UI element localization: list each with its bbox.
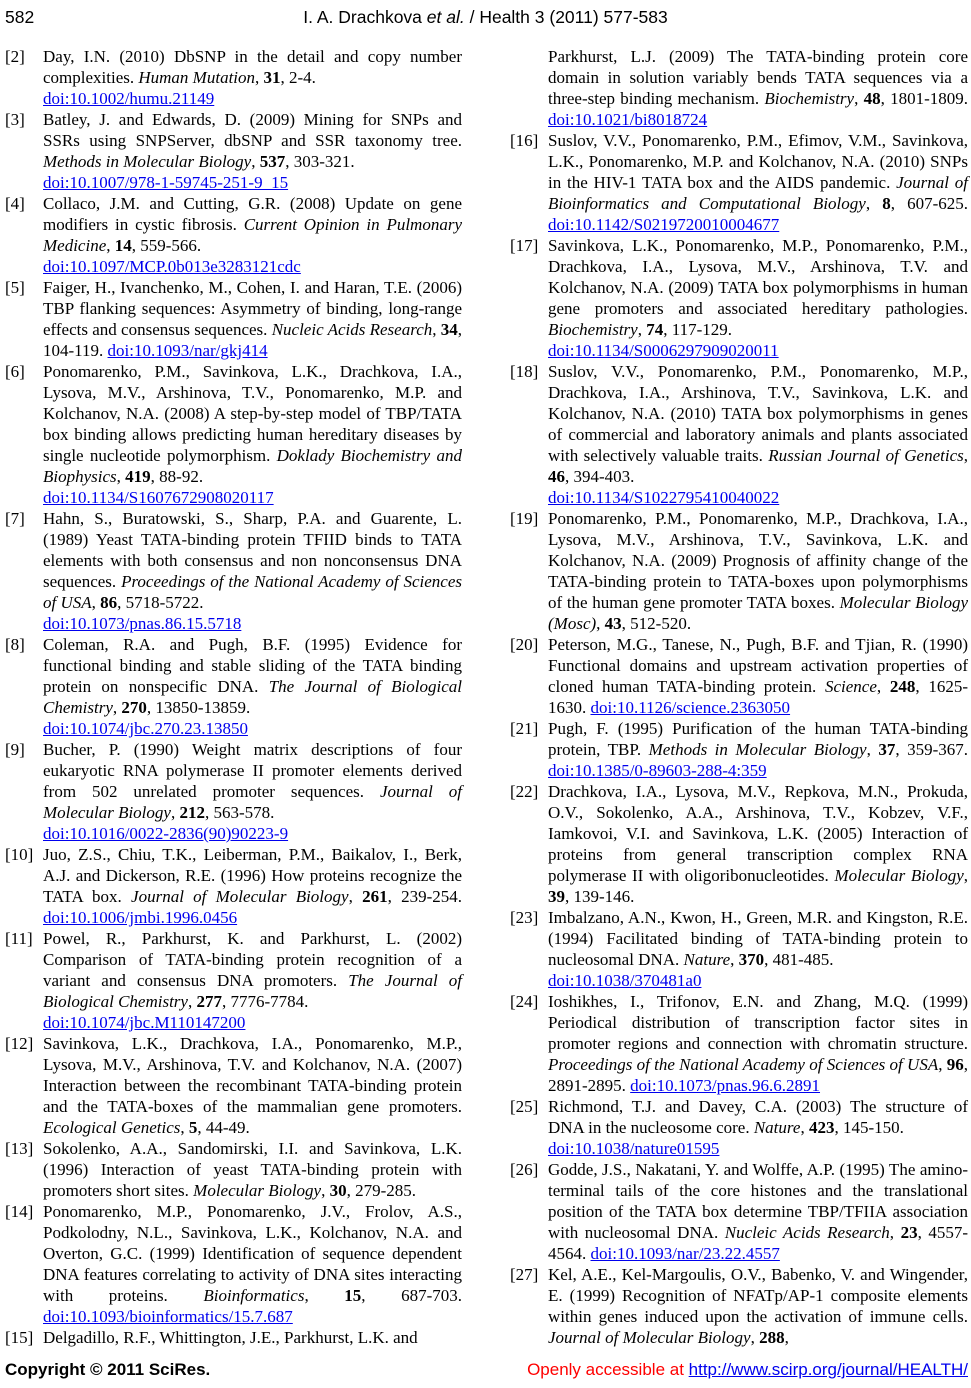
reference-text-run: Collaco, J.M. and Cutting, G.R. (2008) Update on gene modifiers in cystic fibrosis. bbox=[43, 194, 462, 234]
volume-number: 370 bbox=[738, 950, 765, 969]
reference-text-run: Ioshikhes, I., Trifonov, E.N. and Zhang, M.Q. (1999) Periodical distribution of transcription factor sites in promoter regions and connection with chromatin structure. bbox=[548, 992, 968, 1053]
doi-link[interactable]: doi:10.1073/pnas.86.15.5718 bbox=[43, 614, 242, 633]
reference-item bbox=[5, 1138, 462, 1201]
reference-text-run: , bbox=[854, 89, 864, 108]
journal-name: Journal of Molecular Biology bbox=[43, 782, 462, 822]
reference-text-run: Ponomarenko, P.M., Ponomarenko, M.P., Drachkova, I.A., Lysova, M.V., Arshinova, T.V., Savinkova, L.K. and Kolchanov, N.A. (2009) Prognosis of affinity change of the TATA-binding protein to TATA-boxes upon polymorphisms of the human gene promoter TATA boxes. bbox=[548, 509, 968, 612]
reference-number: [16] bbox=[510, 131, 539, 150]
reference-text-run: Imbalzano, A.N., Kwon, H., Green, M.R. and Kingston, R.E. (1994) Facilitated binding of TATA-binding protein to nucleosomal DNA. bbox=[548, 908, 968, 969]
volume-number: 14 bbox=[114, 236, 132, 255]
reference-text-run: , 5718-5722. bbox=[117, 593, 204, 612]
volume-number: 23 bbox=[900, 1223, 918, 1242]
doi-link[interactable]: doi:10.1073/pnas.96.6.2891 bbox=[630, 1076, 821, 1095]
volume-number: 423 bbox=[808, 1118, 835, 1137]
reference-text-run: , 2-4. bbox=[280, 68, 316, 87]
doi-link[interactable]: doi:10.1093/nar/23.22.4557 bbox=[590, 1244, 780, 1263]
journal-name: et al. bbox=[426, 7, 465, 27]
journal-name: Current Opinion in Pulmonary Medicine bbox=[43, 215, 462, 255]
reference-text bbox=[43, 739, 462, 844]
reference-text-run: , 1801-1809. bbox=[880, 89, 969, 108]
reference-item bbox=[5, 1033, 462, 1138]
reference-text-run: Batley, J. and Edwards, D. (2009) Mining for SNPs and SSRs using SNPServer, dbSNP and SSR taxonomy tree. bbox=[43, 110, 462, 150]
reference-text-run: , 117-129. bbox=[663, 320, 732, 339]
reference-item bbox=[5, 844, 462, 928]
reference-text-run: , bbox=[91, 593, 101, 612]
reference-item bbox=[5, 1201, 462, 1327]
reference-item bbox=[5, 1327, 462, 1348]
reference-number: [10] bbox=[5, 845, 34, 864]
reference-text-run: , bbox=[750, 1328, 760, 1347]
reference-item bbox=[510, 508, 968, 634]
reference-item bbox=[510, 991, 968, 1096]
reference-text bbox=[548, 781, 968, 907]
volume-number: 261 bbox=[362, 887, 388, 906]
reference-text-run: , 139-146. bbox=[565, 887, 635, 906]
reference-item bbox=[5, 361, 462, 508]
reference-text bbox=[548, 1096, 968, 1159]
references-column-right bbox=[510, 46, 968, 1348]
doi-link[interactable]: doi:10.1016/0022-2836(90)90223-9 bbox=[43, 824, 289, 843]
reference-text-run: / Health 3 (2011) 577-583 bbox=[464, 7, 668, 27]
reference-text-run: Bucher, P. (1990) Weight matrix descriptions of four eukaryotic RNA polymerase II promoter elements derived from 502 unrelated promoter sequences. bbox=[43, 740, 462, 801]
journal-name: The Journal of Biological Chemistry bbox=[43, 971, 462, 1011]
reference-item bbox=[510, 718, 968, 781]
reference-text bbox=[43, 361, 462, 508]
copyright-text: Copyright © 2011 SciRes. bbox=[5, 1360, 211, 1379]
reference-text-run: , bbox=[784, 1328, 789, 1347]
reference-text-run: Sokolenko, A.A., Sandomirski, I.I. and Savinkova, L.K. (1996) Interaction of yeast TATA-binding protein with promoters short sites. bbox=[43, 1139, 462, 1200]
page-header bbox=[0, 6, 971, 30]
reference-text bbox=[548, 361, 968, 508]
reference-text bbox=[548, 235, 968, 361]
reference-text-run: , bbox=[889, 1223, 901, 1242]
reference-text-run: Juo, Z.S., Chiu, T.K., Leiberman, P.M., Baikalov, I., Berk, A.J. and Dickerson, R.E. (1996) How proteins recognize the TATA box. bbox=[43, 845, 462, 906]
reference-text bbox=[43, 1138, 462, 1201]
journal-name: Russian Journal of Genetics bbox=[768, 446, 964, 465]
reference-item bbox=[5, 277, 462, 361]
references-section bbox=[5, 46, 968, 1348]
journal-name: Nucleic Acids Research bbox=[724, 1223, 890, 1242]
reference-number: [23] bbox=[510, 908, 539, 927]
reference-number: [15] bbox=[5, 1328, 34, 1347]
reference-text bbox=[43, 634, 462, 739]
reference-text bbox=[548, 1264, 968, 1348]
reference-text-run: Parkhurst, L.J. (2009) The TATA-binding protein core domain in solution variably bends TATA sequences via a three-step binding mechanism. bbox=[548, 47, 968, 108]
doi-link[interactable]: doi:10.1002/humu.21149 bbox=[43, 89, 215, 108]
volume-number: 15 bbox=[344, 1286, 362, 1305]
reference-item bbox=[510, 634, 968, 718]
reference-text-run: Coleman, R.A. and Pugh, B.F. (1995) Evidence for functional binding and stable sliding of the TATA binding protein on nonspecific DNA. bbox=[43, 635, 462, 696]
reference-text-run: , bbox=[255, 68, 264, 87]
reference-item bbox=[510, 781, 968, 907]
reference-number: [4] bbox=[5, 194, 25, 213]
reference-text-run: , 481-485. bbox=[764, 950, 834, 969]
reference-text bbox=[43, 844, 462, 928]
reference-text-run: , 104-119. bbox=[43, 320, 462, 360]
volume-number: 37 bbox=[878, 740, 896, 759]
reference-number: [3] bbox=[5, 110, 25, 129]
page-footer bbox=[5, 1360, 968, 1380]
access-prefix-text: Openly accessible at bbox=[527, 1360, 689, 1379]
journal-name: Nature bbox=[753, 1118, 801, 1137]
doi-link[interactable]: doi:10.1074/jbc.M110147200 bbox=[43, 1013, 246, 1032]
doi-link[interactable]: doi:10.1097/MCP.0b013e3283121cdc bbox=[43, 257, 301, 276]
journal-name: Biochemistry bbox=[548, 320, 638, 339]
volume-number: 39 bbox=[548, 887, 565, 906]
reference-text-run: Day, I.N. (2010) DbSNP in the detail and copy number complexities. bbox=[43, 47, 462, 87]
volume-number: 270 bbox=[121, 698, 147, 717]
reference-text-run: , bbox=[251, 152, 260, 171]
reference-number: [25] bbox=[510, 1097, 539, 1116]
doi-link[interactable]: doi:10.1126/science.2363050 bbox=[590, 698, 791, 717]
reference-text-run: , 2891-2895. bbox=[548, 1055, 968, 1095]
reference-item bbox=[5, 634, 462, 739]
reference-number: [6] bbox=[5, 362, 25, 381]
reference-text-run: , bbox=[596, 614, 605, 633]
reference-text bbox=[43, 46, 462, 109]
reference-text-run: , bbox=[321, 1181, 330, 1200]
reference-number: [14] bbox=[5, 1202, 34, 1221]
reference-text-run: , bbox=[876, 677, 890, 696]
reference-text-run: Drachkova, I.A., Lysova, M.V., Repkova, M.N., Prokuda, O.V., Sokolenko, A.A., Arshinova, T.V., Kobzev, V.F., Iamkovoi, V.I. and Savinkova, L.K. (2005) Interaction of proteins from general transcription complex RNA polymerase II with oligoribonucleotides. bbox=[548, 782, 968, 885]
reference-text-run: , bbox=[180, 1118, 189, 1137]
journal-name: Bioinformatics bbox=[203, 1286, 305, 1305]
reference-text bbox=[43, 508, 462, 634]
journal-name: Ecological Genetics bbox=[43, 1118, 181, 1137]
reference-text-run: Powel, R., Parkhurst, K. and Parkhurst, L. (2002) Comparison of TATA-binding protein recognition of a variant and consensus DNA promoters. bbox=[43, 929, 462, 990]
journal-name: Human Mutation bbox=[138, 68, 256, 87]
reference-text-run: , bbox=[865, 194, 883, 213]
reference-number: [9] bbox=[5, 740, 25, 759]
journal-name: Molecular Biology bbox=[834, 866, 964, 885]
access-note bbox=[527, 1360, 968, 1380]
volume-number: 86 bbox=[100, 593, 118, 612]
reference-text bbox=[548, 718, 968, 781]
volume-number: 46 bbox=[548, 467, 565, 486]
reference-number: [19] bbox=[510, 509, 539, 528]
reference-text-run: , bbox=[106, 236, 115, 255]
reference-text-run: , bbox=[800, 1118, 809, 1137]
reference-text-run: , 44-49. bbox=[197, 1118, 250, 1137]
reference-item bbox=[5, 508, 462, 634]
journal-name: Methods in Molecular Biology bbox=[43, 152, 252, 171]
volume-number: 8 bbox=[882, 194, 891, 213]
doi-link[interactable]: doi:10.1134/S0006297909020011 bbox=[548, 341, 779, 360]
reference-text-run: , bbox=[866, 740, 879, 759]
volume-number: 537 bbox=[259, 152, 286, 171]
journal-name: Proceedings of the National Academy of Sciences of USA bbox=[43, 572, 462, 612]
doi-link[interactable]: doi:10.1142/S0219720010004677 bbox=[548, 215, 780, 234]
journal-name: Journal of Molecular Biology bbox=[131, 887, 349, 906]
volume-number: 212 bbox=[179, 803, 205, 822]
reference-text bbox=[43, 277, 462, 361]
reference-text bbox=[548, 634, 968, 718]
reference-number: [22] bbox=[510, 782, 539, 801]
reference-text-run: , 359-367. bbox=[895, 740, 969, 759]
reference-number: [5] bbox=[5, 278, 25, 297]
reference-text bbox=[43, 1033, 462, 1138]
reference-text-run: Ponomarenko, M.P., Ponomarenko, J.V., Frolov, A.S., Podkolodny, N.L., Savinkova, L.K., Kolchanov, N.A. and Overton, G.C. (1999) Identification of sequence dependent DNA features correlating to activity of DNA sites interacting with proteins. bbox=[43, 1202, 462, 1305]
references-column-left bbox=[5, 46, 462, 1348]
reference-text-run: , bbox=[938, 1055, 947, 1074]
journal-name: Biochemistry bbox=[764, 89, 855, 108]
reference-number: [13] bbox=[5, 1139, 34, 1158]
reference-number: [21] bbox=[510, 719, 539, 738]
doi-link[interactable]: doi:10.1038/nature01595 bbox=[548, 1139, 720, 1158]
reference-text-run: I. A. Drachkova bbox=[303, 7, 427, 27]
reference-text bbox=[548, 991, 968, 1096]
reference-number: [27] bbox=[510, 1265, 539, 1284]
reference-text-run: , bbox=[304, 1286, 345, 1305]
reference-text-run: , 559-566. bbox=[131, 236, 202, 255]
reference-number: [2] bbox=[5, 47, 25, 66]
reference-number: [8] bbox=[5, 635, 25, 654]
reference-text-run: , 4557-4564. bbox=[548, 1223, 968, 1263]
volume-number: 48 bbox=[863, 89, 881, 108]
doi-link[interactable]: doi:10.1134/S1022795410040022 bbox=[548, 488, 780, 507]
reference-text-run: , 88-92. bbox=[150, 467, 204, 486]
volume-number: 31 bbox=[263, 68, 281, 87]
reference-text-run: , bbox=[963, 446, 968, 465]
reference-text-run: , 145-150. bbox=[834, 1118, 904, 1137]
reference-text-run: Savinkova, L.K., Drachkova, I.A., Ponomarenko, M.P., Lysova, M.V., Arshinova, T.V. and Kolchanov, N.A. (2007) Interaction between the recombinant TATA-binding protein and the TATA-boxes of the mammalian gene promoters. bbox=[43, 1034, 462, 1116]
reference-text-run: Kel, A.E., Kel-Margoulis, O.V., Babenko, V. and Wingender, E. (1999) Recognition of NFATp/AP-1 composite elements within genes induced upon the activation of immune cells. bbox=[548, 1265, 968, 1326]
reference-text-run: , bbox=[170, 803, 180, 822]
journal-name: Journal of Bioinformatics and Computational Biology bbox=[548, 173, 969, 213]
reference-text bbox=[548, 130, 968, 235]
reference-number: [24] bbox=[510, 992, 539, 1011]
reference-text-run: , 7776-7784. bbox=[221, 992, 309, 1011]
reference-text-run: , 394-403. bbox=[565, 467, 635, 486]
reference-text-run: , bbox=[432, 320, 441, 339]
reference-text-run: , 687-703. bbox=[361, 1286, 462, 1305]
reference-text bbox=[548, 508, 968, 634]
volume-number: 5 bbox=[188, 1118, 198, 1137]
reference-item bbox=[510, 130, 968, 235]
reference-number: [17] bbox=[510, 236, 539, 255]
doi-link[interactable]: doi:10.1006/jmbi.1996.0456 bbox=[43, 908, 238, 927]
reference-text-run: Suslov, V.V., Ponomarenko, P.M., Ponomarenko, M.P., Drachkova, I.A., Arshinova, T.V., Savinkova, L.K. and Kolchanov, N.A. (2010) TATA box polymorphisms in genes of commercial and laboratory animals and plants associated with selectively valuable traits. bbox=[548, 362, 968, 465]
reference-item bbox=[510, 907, 968, 991]
reference-number: [20] bbox=[510, 635, 539, 654]
reference-text-run: , 303-321. bbox=[285, 152, 355, 171]
reference-item bbox=[510, 1159, 968, 1264]
volume-number: 248 bbox=[889, 677, 916, 696]
doi-link[interactable]: doi:10.1074/jbc.270.23.13850 bbox=[43, 719, 248, 738]
reference-text-run: Pugh, F. (1995) Purification of the human TATA-binding protein, TBP. bbox=[548, 719, 968, 759]
reference-text-run: , bbox=[348, 887, 363, 906]
reference-text-run: , bbox=[116, 467, 126, 486]
reference-text bbox=[43, 1327, 462, 1348]
reference-item bbox=[5, 928, 462, 1033]
volume-number: 74 bbox=[646, 320, 664, 339]
journal-name: Proceedings of the National Academy of Sciences of USA bbox=[548, 1055, 939, 1074]
volume-number: 96 bbox=[946, 1055, 964, 1074]
reference-text-run: , bbox=[112, 698, 122, 717]
reference-number: [7] bbox=[5, 509, 25, 528]
reference-number: [26] bbox=[510, 1160, 539, 1179]
journal-name: Methods in Molecular Biology bbox=[648, 740, 867, 759]
reference-text-run: Peterson, M.G., Tanese, N., Pugh, B.F. and Tjian, R. (1990) Functional domains and upstream activation properties of cloned human TATA-binding protein. bbox=[548, 635, 968, 696]
reference-text-run: Godde, J.S., Nakatani, Y. and Wolffe, A.P. (1995) The amino-terminal tails of the core histones and the translational position of the TATA box determine TBP/TFIIA association with nucleosomal DNA. bbox=[548, 1160, 968, 1242]
reference-item bbox=[510, 1264, 968, 1348]
doi-link[interactable]: doi:10.1093/bioinformatics/15.7.687 bbox=[43, 1307, 293, 1326]
reference-text-run: , bbox=[963, 866, 968, 885]
volume-number: 34 bbox=[440, 320, 458, 339]
journal-name: Nature bbox=[683, 950, 731, 969]
reference-text-run: , 13850-13859. bbox=[146, 698, 251, 717]
reference-text-run: Richmond, T.J. and Davey, C.A. (2003) The structure of DNA in the nucleosome core. bbox=[548, 1097, 968, 1137]
journal-name: Journal of Molecular Biology bbox=[548, 1328, 751, 1347]
reference-text bbox=[548, 1159, 968, 1264]
reference-text-run: Ponomarenko, P.M., Savinkova, L.K., Drachkova, I.A., Lysova, M.V., Arshinova, T.V., Ponomarenko, M.P. and Kolchanov, N.A. (2008) A step-by-step model of TBP/TATA box binding allows predicting human hereditary diseases by single nucleotide polymorphism. bbox=[43, 362, 462, 465]
reference-item bbox=[510, 235, 968, 361]
running-title bbox=[0, 6, 971, 28]
doi-link[interactable]: doi:10.1093/nar/gkj414 bbox=[107, 341, 268, 360]
doi-link[interactable]: doi:10.1134/S1607672908020117 bbox=[43, 488, 274, 507]
reference-text-run: , 1625-1630. bbox=[548, 677, 968, 717]
page-number: 582 bbox=[5, 7, 35, 27]
reference-item bbox=[5, 193, 462, 277]
reference-text-run: , 239-254. bbox=[387, 887, 462, 906]
journal-name: Science bbox=[824, 677, 877, 696]
reference-text bbox=[548, 907, 968, 991]
reference-text-run: , bbox=[730, 950, 739, 969]
reference-text-run: , 607-625. bbox=[890, 194, 968, 213]
doi-link[interactable]: doi:10.1385/0-89603-288-4:359 bbox=[548, 761, 767, 780]
reference-number: [11] bbox=[5, 929, 33, 948]
reference-text bbox=[43, 193, 462, 277]
reference-item bbox=[510, 46, 968, 130]
volume-number: 30 bbox=[329, 1181, 347, 1200]
doi-link[interactable]: doi:10.1007/978-1-59745-251-9_15 bbox=[43, 173, 289, 192]
volume-number: 277 bbox=[196, 992, 222, 1011]
reference-text-run: , 279-285. bbox=[346, 1181, 417, 1200]
reference-text-run: Delgadillo, R.F., Whittington, J.E., Parkhurst, L.K. and bbox=[43, 1328, 418, 1347]
journal-name: Nucleic Acids Research bbox=[271, 320, 433, 339]
reference-item bbox=[5, 46, 462, 109]
reference-text-run: , 512-520. bbox=[621, 614, 692, 633]
reference-text bbox=[43, 109, 462, 193]
journal-name: The Journal of Biological Chemistry bbox=[43, 677, 462, 717]
reference-text-run: , bbox=[637, 320, 647, 339]
reference-text bbox=[43, 928, 462, 1033]
reference-text bbox=[548, 46, 968, 130]
reference-text-run: Suslov, V.V., Ponomarenko, P.M., Efimov, V.M., Savinkova, L.K., Ponomarenko, M.P. and Kolchanov, N.A. (2010) SNPs in the HIV-1 TATA box and the AIDS pandemic. bbox=[548, 131, 968, 192]
journal-url-link[interactable]: http://www.scirp.org/journal/HEALTH/ bbox=[688, 1360, 968, 1379]
volume-number: 43 bbox=[604, 614, 622, 633]
journal-name: Molecular Biology (Mosc) bbox=[548, 593, 968, 633]
reference-item bbox=[5, 109, 462, 193]
volume-number: 288 bbox=[759, 1328, 785, 1347]
doi-link[interactable]: doi:10.1038/370481a0 bbox=[548, 971, 702, 990]
reference-text-run: , bbox=[187, 992, 197, 1011]
reference-text-run: Faiger, H., Ivanchenko, M., Cohen, I. and Haran, T.E. (2006) TBP flanking sequences: Asymmetry of binding, long-range effects and consensus sequences. bbox=[43, 278, 462, 339]
reference-item bbox=[510, 361, 968, 508]
reference-text-run: Savinkova, L.K., Ponomarenko, M.P., Ponomarenko, P.M., Drachkova, I.A., Lysova, M.V., Arshinova, T.V. and Kolchanov, N.A. (2009) TATA box polymorphisms in human gene promoters and associated hereditary pathologies. bbox=[548, 236, 968, 318]
reference-number: [18] bbox=[510, 362, 539, 381]
reference-text-run: Hahn, S., Buratowski, S., Sharp, P.A. and Guarente, L. (1989) Yeast TATA-binding protein TFIID binds to TATA elements with both consensus and non nonconsensus DNA sequences. bbox=[43, 509, 462, 591]
reference-item bbox=[510, 1096, 968, 1159]
volume-number: 419 bbox=[125, 467, 151, 486]
journal-name: Molecular Biology bbox=[193, 1181, 322, 1200]
doi-link[interactable]: doi:10.1021/bi8018724 bbox=[548, 110, 708, 129]
reference-text-run: , 563-578. bbox=[204, 803, 275, 822]
reference-text bbox=[43, 1201, 462, 1327]
reference-item bbox=[5, 739, 462, 844]
reference-number: [12] bbox=[5, 1034, 34, 1053]
journal-name: Doklady Biochemistry and Biophysics bbox=[43, 446, 462, 486]
